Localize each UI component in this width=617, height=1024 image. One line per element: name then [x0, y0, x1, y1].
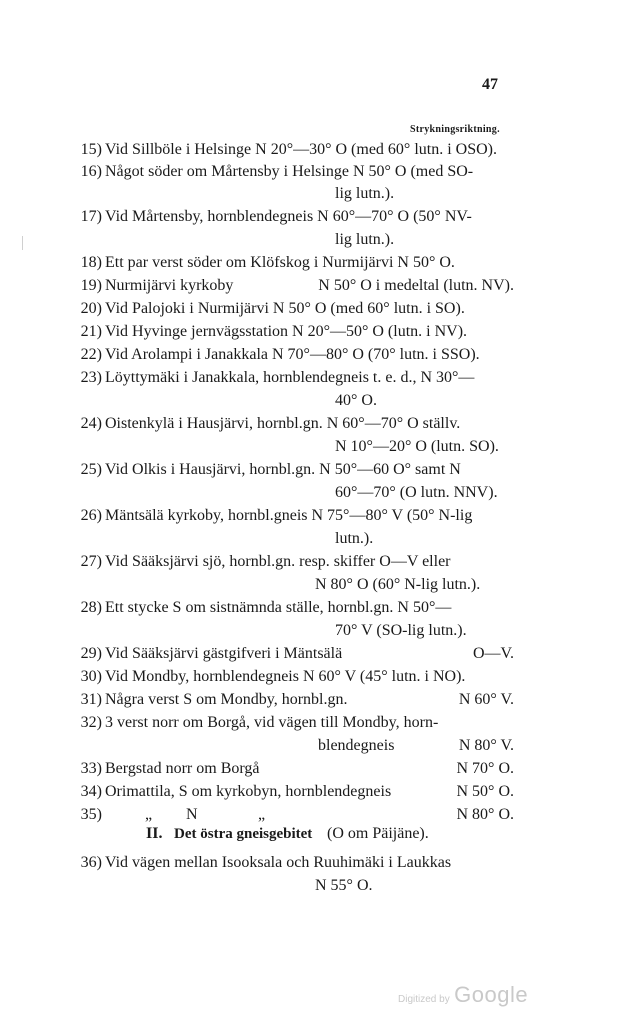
entry-number: 23)	[80, 369, 102, 386]
entry-value: N 80° O.	[456, 806, 514, 823]
list-item	[0, 643, 617, 665]
entry-number: 19)	[80, 277, 102, 294]
section-heading	[0, 823, 617, 845]
ditto-mark: „	[145, 806, 153, 823]
list-item	[0, 712, 617, 734]
entry-text: Vid Hyvinge jernvägsstation N 20°—50° O (lutn. i NV).	[105, 323, 468, 340]
entry-continuation: 70° V (SO-lig lutn.).	[335, 622, 467, 639]
watermark	[398, 982, 528, 1008]
list-item-continuation	[0, 183, 617, 205]
entry-continuation: 60°—70° (O lutn. NNV).	[335, 484, 498, 501]
list-item-continuation	[0, 574, 617, 596]
list-item-continuation	[0, 436, 617, 458]
list-item	[0, 344, 617, 366]
list-item	[0, 298, 617, 320]
list-item	[0, 689, 617, 711]
list-item-continuation	[0, 875, 617, 897]
watermark-prefix: Digitized by	[398, 994, 450, 1005]
entry-number: 26)	[80, 507, 102, 524]
entry-text: Mäntsälä kyrkoby, hornbl.gneis N 75°—80° V (50° N-lig	[105, 507, 473, 524]
entry-continuation: lutn.).	[335, 530, 374, 547]
entry-number: 30)	[80, 668, 102, 685]
entry-text: Vid Arolampi i Janakkala N 70°—80° O (70° lutn. i SSO).	[105, 346, 480, 363]
list-item-continuation	[0, 528, 617, 550]
entry-value: N 70° O.	[456, 760, 514, 777]
entry-continuation: N 10°—20° O (lutn. SO).	[335, 438, 499, 455]
entry-text: Några verst S om Mondby, hornbl.gn.	[105, 691, 348, 708]
entry-text: Vid Mondby, hornblendegneis N 60° V (45° lutn. i NO).	[105, 668, 466, 685]
list-item	[0, 367, 617, 389]
section-title: Det östra gneisgebitet	[174, 826, 313, 842]
list-item-continuation	[0, 482, 617, 504]
entry-text: Något söder om Mårtensby i Helsinge N 50° O (med SO-	[105, 163, 474, 180]
entry-text: Löyttymäki i Janakkala, hornblendegneis t. e. d., N 30°—	[105, 369, 475, 386]
list-item-continuation	[0, 735, 617, 757]
entry-continuation: lig lutn.).	[335, 185, 395, 202]
entry-text: Vid Palojoki i Nurmijärvi N 50° O (med 60° lutn. i SO).	[105, 300, 465, 317]
entry-value: N 80° V.	[458, 737, 514, 754]
entry-number: 34)	[80, 783, 102, 800]
list-item	[0, 758, 617, 780]
entry-value: N 60° V.	[458, 691, 514, 708]
entry-value: N 50° O.	[456, 783, 514, 800]
entry-number: 28)	[80, 599, 102, 616]
list-item	[0, 852, 617, 874]
entry-number: 25)	[80, 461, 102, 478]
entry-number: 24)	[80, 415, 102, 432]
entry-number: 21)	[80, 323, 102, 340]
entry-number: 29)	[80, 645, 102, 662]
entry-number: 32)	[80, 714, 102, 731]
entry-number: 35)	[80, 806, 102, 823]
section-subtitle: (O om Päijäne).	[327, 825, 429, 842]
list-item-continuation	[0, 390, 617, 412]
entry-text: Vid Sääksjärvi sjö, hornbl.gn. resp. skiffer O—V eller	[105, 553, 451, 570]
watermark-brand: Google	[454, 982, 529, 1007]
section-roman: II.	[146, 825, 163, 842]
entry-text: 3 verst norr om Borgå, vid vägen till Mondby, horn-	[105, 714, 439, 731]
list-item	[0, 551, 617, 573]
page-number: 47	[482, 76, 498, 93]
list-item	[0, 597, 617, 619]
list-item	[0, 275, 617, 297]
entry-continuation: N 80° O (60° N-lig lutn.).	[315, 576, 481, 593]
entry-continuation: 40° O.	[335, 392, 377, 409]
list-item	[0, 781, 617, 803]
list-item	[0, 459, 617, 481]
column-header: Strykningsriktning.	[410, 124, 500, 135]
entry-number: 36)	[80, 854, 102, 871]
entry-text: Vid Olkis i Hausjärvi, hornbl.gn. N 50°—60 O° samt N	[105, 461, 461, 478]
entry-text: Orimattila, S om kyrkobyn, hornblendegneis	[105, 783, 392, 800]
entry-text: Oistenkylä i Hausjärvi, hornbl.gn. N 60°—70° O ställv.	[105, 415, 461, 432]
entry-continuation: blendegneis	[318, 737, 395, 754]
entry-number: 20)	[80, 300, 102, 317]
entry-text: Vid Mårtensby, hornblendegneis N 60°—70° O (50° NV-	[105, 208, 472, 225]
entry-value: O—V.	[472, 645, 514, 662]
entry-continuation: lig lutn.).	[335, 231, 395, 248]
list-item-continuation	[0, 620, 617, 642]
list-item	[0, 139, 617, 161]
list-item	[0, 413, 617, 435]
entry-number: 18)	[80, 254, 102, 271]
ditto-mark: „	[258, 806, 266, 823]
entry-text: Ett stycke S om sistnämnda ställe, hornbl.gn. N 50°—	[105, 599, 452, 616]
entry-text: N	[186, 806, 198, 823]
entry-number: 31)	[80, 691, 102, 708]
list-item	[0, 666, 617, 688]
list-item	[0, 252, 617, 274]
list-item-continuation	[0, 229, 617, 251]
entry-number: 17)	[80, 208, 102, 225]
entry-number: 22)	[80, 346, 102, 363]
entry-text: Nurmijärvi kyrkoby	[105, 277, 234, 294]
list-item	[0, 321, 617, 343]
entry-text: Ett par verst söder om Klöfskog i Nurmijärvi N 50° O.	[105, 254, 455, 271]
entry-number: 27)	[80, 553, 102, 570]
list-item	[0, 206, 617, 228]
entry-text: Vid Sääksjärvi gästgifveri i Mäntsälä	[105, 645, 343, 662]
entry-value: N 50° O i medeltal (lutn. NV).	[318, 277, 514, 294]
list-item	[0, 161, 617, 183]
entry-text: Bergstad norr om Borgå	[105, 760, 260, 777]
list-item	[0, 505, 617, 527]
entry-number: 15)	[80, 141, 102, 158]
entry-continuation: N 55° O.	[315, 877, 373, 894]
entry-number: 33)	[80, 760, 102, 777]
entry-text: Vid vägen mellan Isooksala och Ruuhimäki i Laukkas	[105, 854, 452, 871]
entry-text: Vid Sillböle i Helsinge N 20°—30° O (med 60° lutn. i OSO).	[105, 141, 497, 158]
entry-number: 16)	[80, 163, 102, 180]
